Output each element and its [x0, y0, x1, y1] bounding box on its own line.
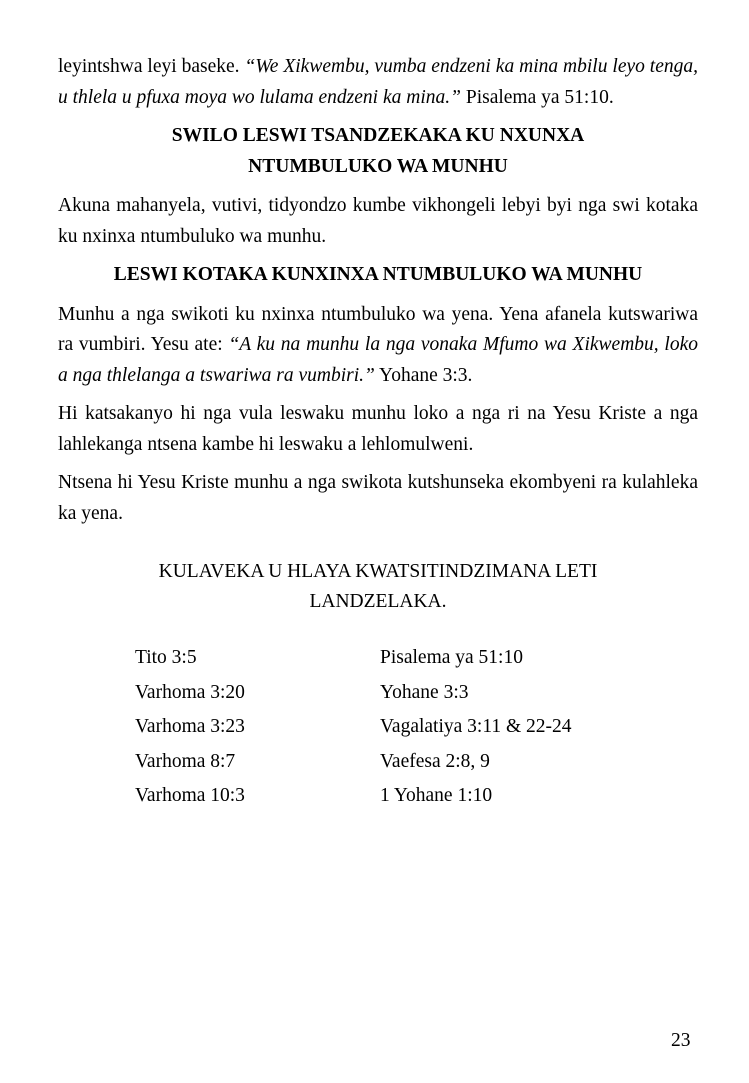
heading-swilo-line2: NTUMBULUKO WA MUNHU — [248, 155, 508, 177]
intro-quote: “We Xikwembu, vumba endzeni ka mina mbilu leyo tenga, u thlela u pfuxa moya wo lulama endzeni ka mina.” — [58, 56, 699, 108]
intro-lead: leyintshwa leyi baseke. — [58, 56, 245, 77]
reference-list — [135, 641, 698, 814]
paragraph-ntsena: Ntsena hi Yesu Kriste munhu a nga swikota kutshunseka ekombyeni ra kulahleka ka yena. — [58, 472, 698, 524]
heading-swilo-line1: SWILO LESWI TSANDZEKAKA KU NXUNXA — [171, 125, 585, 146]
heading-leswi: LESWI KOTAKA KUNXINXA NTUMBULUKO WA MUNHU — [113, 264, 643, 285]
reference-item: Varhoma 8:7 — [135, 750, 236, 772]
reading-instruction-line1: KULAVEKA U HLAYA KWATSITINDZIMANA LETI — [158, 561, 598, 582]
intro-paragraph — [58, 52, 698, 113]
page-number: 23 — [671, 1030, 691, 1051]
reference-item: Tito 3:5 — [135, 647, 197, 668]
reference-item: Vaefesa 2:8, 9 — [380, 750, 490, 772]
heading-swilo — [58, 121, 698, 182]
reference-item: Varhoma 3:20 — [135, 681, 245, 703]
reference-item: Varhoma 3:23 — [135, 716, 245, 737]
reference-item: Yohane 3:3 — [380, 681, 469, 703]
page-content — [58, 52, 698, 814]
munhu-reference: Yohane 3:3. — [374, 364, 473, 386]
munhu-quote: “A ku na munhu la nga vonaka Mfumo wa Xikwembu, loko a nga thlelanga a tswariwa ra vumbiri.” — [58, 334, 699, 386]
paragraph-katsakanyo: Hi katsakanyo hi nga vula leswaku munhu loko a nga ri na Yesu Kriste a nga lahlekanga ntsena kambe hi leswaku a lehlomulweni. — [58, 403, 698, 455]
paragraph-munhu — [58, 300, 698, 392]
reference-item: 1 Yohane 1:10 — [380, 785, 493, 806]
reading-instruction — [58, 557, 698, 617]
paragraph-akuna: Akuna mahanyela, vutivi, tidyondzo kumbe vikhongeli lebyi byi nga swi kotaka ku nxinxa ntumbuluko wa munhu. — [58, 195, 698, 247]
reference-item: Pisalema ya 51:10 — [380, 647, 523, 668]
reference-item: Vagalatiya 3:11 & 22-24 — [380, 716, 572, 737]
intro-reference: Pisalema ya 51:10. — [460, 86, 614, 108]
reference-item: Varhoma 10:3 — [135, 785, 245, 806]
reading-instruction-line2: LANDZELAKA. — [309, 591, 447, 612]
munhu-lead: Munhu a nga swikoti ku nxinxa ntumbuluko wa yena. Yena afanela kutswariwa ra vumbiri. Yesu ate: — [58, 303, 698, 355]
